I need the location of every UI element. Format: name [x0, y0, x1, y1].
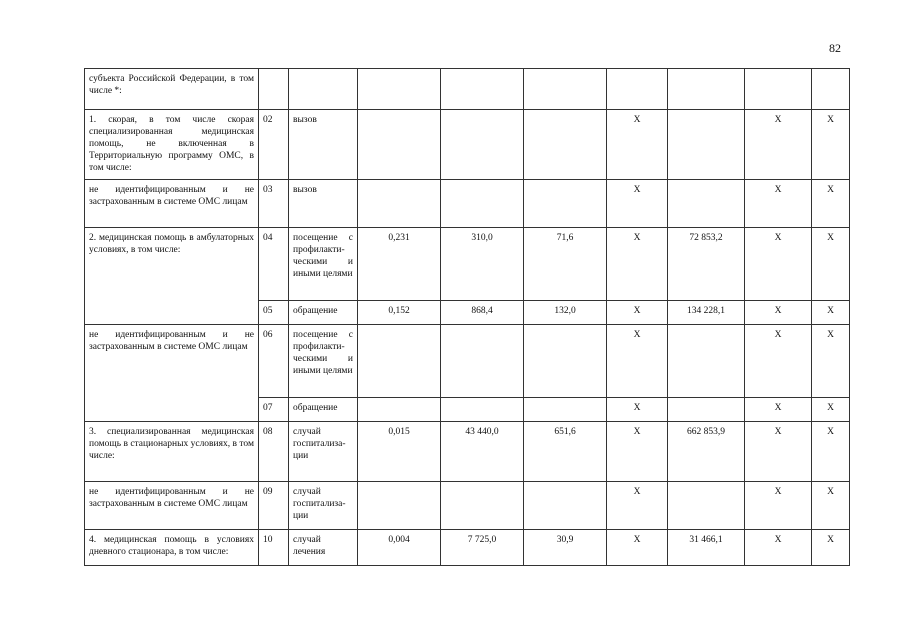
cell-value-2	[441, 398, 524, 422]
row-unit	[289, 69, 358, 110]
table-row	[85, 422, 850, 482]
cell-value-1: 0,015	[358, 422, 441, 482]
cell-value-5: 31 466,1	[668, 530, 745, 566]
cell-value-5	[668, 482, 745, 530]
table-row	[85, 228, 850, 301]
row-description: 1. скорая, в том числе скорая специализированная медицинская помощь, не включенная в Территориальную программу ОМС, в том числе:	[85, 110, 259, 180]
row-code: 04	[259, 228, 289, 301]
cell-value-6: X	[745, 110, 812, 180]
row-unit: вызов	[289, 110, 358, 180]
row-unit: посещение с профилакти-ческими и иными целями	[289, 325, 358, 398]
cell-value-3: 651,6	[524, 422, 607, 482]
table-row	[85, 325, 850, 398]
page-number: 82	[829, 41, 841, 55]
cell-value-1: 0,004	[358, 530, 441, 566]
row-unit: посещение с профилакти-ческими и иными целями	[289, 228, 358, 301]
cell-value-2: 43 440,0	[441, 422, 524, 482]
row-code: 08	[259, 422, 289, 482]
row-description: субъекта Российской Федерации, в том числе *:	[85, 69, 259, 110]
cell-value-3	[524, 110, 607, 180]
cell-value-4: X	[607, 110, 668, 180]
cell-value-2	[441, 110, 524, 180]
cell-value-5	[668, 398, 745, 422]
table-row	[85, 69, 850, 110]
cell-value-4: X	[607, 422, 668, 482]
cell-value-3: 71,6	[524, 228, 607, 301]
financing-table	[84, 68, 850, 566]
cell-value-2	[441, 482, 524, 530]
cell-value-7: X	[812, 398, 850, 422]
table-row	[85, 482, 850, 530]
row-description: не идентифицированным и не застрахованным в системе ОМС лицам	[85, 325, 259, 422]
cell-value-4: X	[607, 325, 668, 398]
cell-value-1	[358, 69, 441, 110]
cell-value-1	[358, 180, 441, 228]
row-description: 4. медицинская помощь в условиях дневного стационара, в том числе:	[85, 530, 259, 566]
cell-value-7: X	[812, 228, 850, 301]
cell-value-7: X	[812, 301, 850, 325]
row-unit: случай госпитализа-ции	[289, 422, 358, 482]
cell-value-6: X	[745, 301, 812, 325]
cell-value-6: X	[745, 422, 812, 482]
row-code: 06	[259, 325, 289, 398]
cell-value-6: X	[745, 180, 812, 228]
cell-value-2: 310,0	[441, 228, 524, 301]
row-code: 02	[259, 110, 289, 180]
cell-value-6: X	[745, 398, 812, 422]
cell-value-4: X	[607, 228, 668, 301]
cell-value-1	[358, 398, 441, 422]
table-row	[85, 530, 850, 566]
row-code: 10	[259, 530, 289, 566]
row-description: не идентифицированным и не застрахованным в системе ОМС лицам	[85, 180, 259, 228]
cell-value-7: X	[812, 180, 850, 228]
cell-value-7: X	[812, 482, 850, 530]
row-code: 05	[259, 301, 289, 325]
cell-value-4	[607, 69, 668, 110]
row-code	[259, 69, 289, 110]
cell-value-5	[668, 69, 745, 110]
cell-value-3: 30,9	[524, 530, 607, 566]
cell-value-5: 662 853,9	[668, 422, 745, 482]
cell-value-4: X	[607, 530, 668, 566]
row-description: 3. специализированная медицинская помощь в стационарных условиях, в том числе:	[85, 422, 259, 482]
row-description: не идентифицированным и не застрахованным в системе ОМС лицам	[85, 482, 259, 530]
table-row	[85, 110, 850, 180]
cell-value-5	[668, 325, 745, 398]
cell-value-6: X	[745, 530, 812, 566]
cell-value-5	[668, 180, 745, 228]
cell-value-3	[524, 325, 607, 398]
cell-value-1: 0,231	[358, 228, 441, 301]
cell-value-2: 868,4	[441, 301, 524, 325]
row-unit: обращение	[289, 398, 358, 422]
cell-value-5: 72 853,2	[668, 228, 745, 301]
cell-value-4: X	[607, 180, 668, 228]
cell-value-2	[441, 69, 524, 110]
cell-value-7: X	[812, 110, 850, 180]
cell-value-6: X	[745, 325, 812, 398]
cell-value-3	[524, 482, 607, 530]
cell-value-6: X	[745, 482, 812, 530]
cell-value-2	[441, 180, 524, 228]
row-unit: обращение	[289, 301, 358, 325]
cell-value-1	[358, 325, 441, 398]
cell-value-3	[524, 398, 607, 422]
cell-value-1	[358, 482, 441, 530]
row-code: 07	[259, 398, 289, 422]
cell-value-3	[524, 180, 607, 228]
cell-value-4: X	[607, 398, 668, 422]
row-unit: случай госпитализа-ции	[289, 482, 358, 530]
cell-value-6	[745, 69, 812, 110]
cell-value-5	[668, 110, 745, 180]
cell-value-4: X	[607, 301, 668, 325]
row-unit: случай лечения	[289, 530, 358, 566]
cell-value-2	[441, 325, 524, 398]
cell-value-7: X	[812, 325, 850, 398]
cell-value-1	[358, 110, 441, 180]
cell-value-6: X	[745, 228, 812, 301]
cell-value-7	[812, 69, 850, 110]
row-code: 09	[259, 482, 289, 530]
cell-value-1: 0,152	[358, 301, 441, 325]
cell-value-3: 132,0	[524, 301, 607, 325]
cell-value-4: X	[607, 482, 668, 530]
cell-value-5: 134 228,1	[668, 301, 745, 325]
cell-value-3	[524, 69, 607, 110]
cell-value-7: X	[812, 422, 850, 482]
table-row	[85, 180, 850, 228]
cell-value-7: X	[812, 530, 850, 566]
cell-value-2: 7 725,0	[441, 530, 524, 566]
row-code: 03	[259, 180, 289, 228]
row-description: 2. медицинская помощь в амбулаторных условиях, в том числе:	[85, 228, 259, 325]
row-unit: вызов	[289, 180, 358, 228]
